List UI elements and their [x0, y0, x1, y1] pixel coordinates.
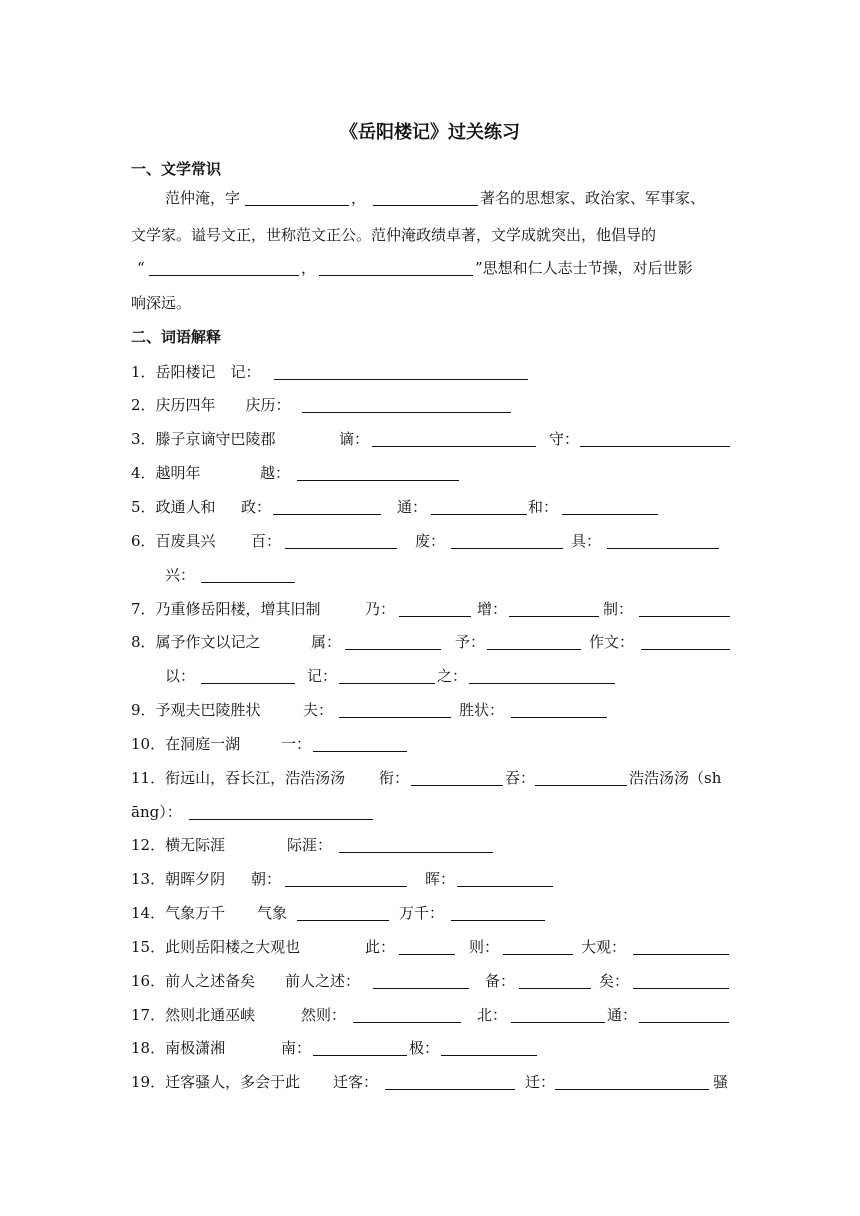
blank-q11-2[interactable] [535, 769, 627, 786]
page-title: 《岳阳楼记》过关练习 [340, 122, 520, 143]
question-11: 11．衔远山，吞长江，浩浩汤汤 衔： 吞： 浩浩汤汤（sh [131, 769, 722, 787]
blank-q8-6[interactable] [469, 667, 615, 684]
question-8-cont: 以： 记： 之： [131, 663, 731, 689]
blank-q5-3[interactable] [562, 498, 658, 515]
blank-q15-1[interactable] [399, 938, 455, 955]
question-2: 2．庆历四年 庆历： [131, 392, 731, 418]
blank-q13-2[interactable] [457, 870, 553, 887]
blank-q5-1[interactable] [273, 498, 381, 515]
section1-heading: 一、文学常识 [131, 160, 222, 178]
section1-line2: 文学家。谥号文正，世称范文正公。范仲淹政绩卓著，文学成就突出，他倡导的 [131, 226, 657, 244]
question-11-cont: āng）： [131, 799, 731, 825]
blank-q4[interactable] [297, 464, 459, 481]
question-16: 16．前人之述备矣 前人之述： 备： 矣： [131, 968, 731, 994]
blank-q9-1[interactable] [339, 701, 451, 718]
question-19: 19．迁客骚人，多会于此 迁客： 迁： 骚 [131, 1073, 729, 1091]
blank-quote1[interactable] [149, 259, 299, 276]
blank-q5-2[interactable] [431, 498, 527, 515]
blank-q17-1[interactable] [353, 1006, 461, 1023]
blank-q8-1[interactable] [345, 633, 441, 650]
question-6: 6．百废具兴 百： 废： 具： [131, 528, 731, 554]
blank-q3-2[interactable] [580, 430, 730, 447]
blank-q15-3[interactable] [633, 938, 729, 955]
blank-q6-1[interactable] [285, 532, 397, 549]
blank-q16-1[interactable] [373, 972, 469, 989]
blank-q1[interactable] [274, 363, 528, 380]
blank-q14-2[interactable] [451, 904, 545, 921]
blank-q9-2[interactable] [511, 701, 607, 718]
blank-q7-3[interactable] [639, 600, 730, 617]
blank-q18-2[interactable] [441, 1039, 537, 1056]
question-9: 9．予观夫巴陵胜状 夫： 胜状： [131, 697, 731, 723]
question-3: 3．滕子京谪守巴陵郡 谪： 守： [131, 426, 731, 452]
question-14: 14．气象万千 气象 万千： [131, 900, 731, 926]
blank-q10[interactable] [313, 735, 407, 752]
blank-q6-2[interactable] [451, 532, 563, 549]
section2-heading: 二、词语解释 [131, 328, 222, 346]
blank-q11-1[interactable] [411, 769, 503, 786]
question-1: 1．岳阳楼记 记： [131, 359, 731, 385]
blank-q6-4[interactable] [201, 566, 295, 583]
blank-hao[interactable] [373, 189, 478, 206]
blank-q14-1[interactable] [297, 904, 389, 921]
blank-zi[interactable] [245, 189, 349, 206]
question-6-cont: 兴： [131, 562, 731, 588]
question-5: 5．政通人和 政： 通： 和： [131, 494, 731, 520]
blank-q17-2[interactable] [511, 1006, 605, 1023]
blank-q7-2[interactable] [509, 600, 599, 617]
question-15: 15．此则岳阳楼之大观也 此： 则： 大观： [131, 934, 731, 960]
blank-q8-5[interactable] [339, 667, 435, 684]
blank-q13-1[interactable] [285, 870, 407, 887]
section1-line4: 响深远。 [131, 294, 192, 312]
blank-q19-2[interactable] [555, 1073, 709, 1090]
question-17: 17．然则北通巫峡 然则： 北： 通： [131, 1002, 731, 1028]
question-12: 12．横无际涯 际涯： [131, 832, 731, 858]
question-7: 7．乃重修岳阳楼，增其旧制 乃： 增： 制： [131, 596, 731, 622]
blank-q8-4[interactable] [201, 667, 295, 684]
question-10: 10．在洞庭一湖 一： [131, 731, 731, 757]
question-8: 8．属予作文以记之 属： 予： 作文： [131, 629, 731, 655]
blank-q19-1[interactable] [385, 1073, 515, 1090]
section1-line1: 范仲淹，字 ， 著名的思想家、政治家、军事家、 [165, 189, 706, 207]
blank-q16-3[interactable] [633, 972, 729, 989]
blank-q7-1[interactable] [399, 600, 471, 617]
blank-q17-3[interactable] [639, 1006, 729, 1023]
blank-q8-2[interactable] [487, 633, 581, 650]
section1-line3: “ ， ”思想和仁人志士节操，对后世影 [137, 259, 693, 277]
question-13: 13．朝晖夕阴 朝： 晖： [131, 866, 731, 892]
blank-quote2[interactable] [319, 259, 473, 276]
blank-q15-2[interactable] [503, 938, 573, 955]
blank-q2[interactable] [302, 396, 511, 413]
blank-q3-1[interactable] [372, 430, 536, 447]
blank-q12[interactable] [339, 836, 493, 853]
blank-q16-2[interactable] [519, 972, 591, 989]
question-18: 18．南极潇湘 南： 极： [131, 1035, 731, 1061]
blank-q18-1[interactable] [313, 1039, 407, 1056]
blank-q6-3[interactable] [607, 532, 719, 549]
blank-q8-3[interactable] [641, 633, 730, 650]
question-4: 4．越明年 越： [131, 460, 731, 486]
blank-q11-3[interactable] [189, 803, 373, 820]
